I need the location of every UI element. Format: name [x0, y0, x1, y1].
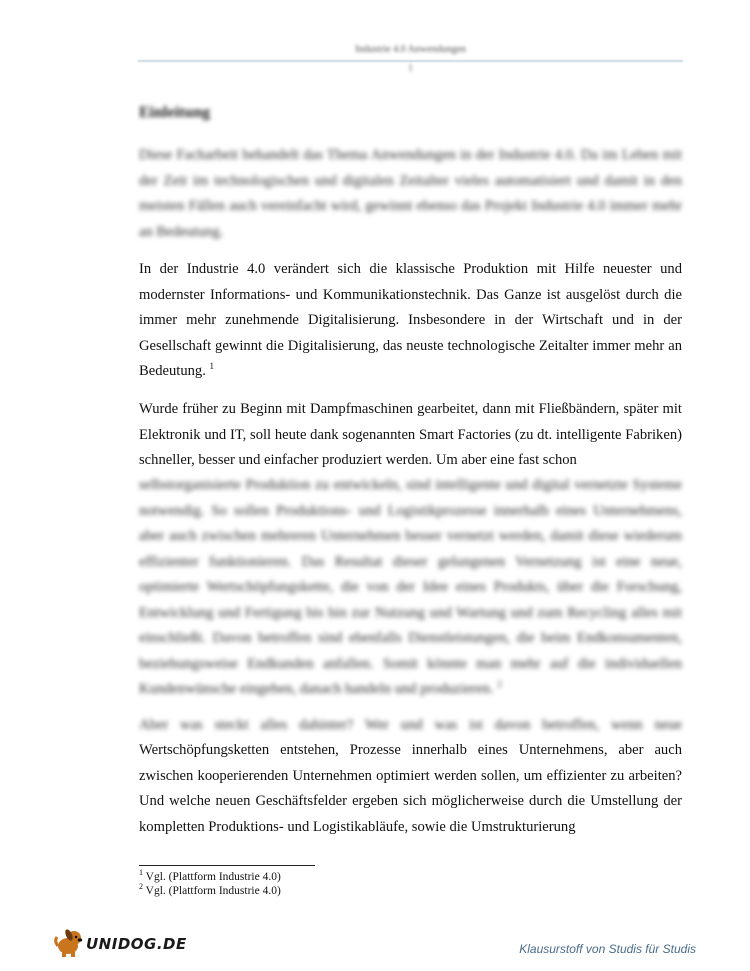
paragraph-questions: Wertschöpfungsketten entstehen, Prozesse innerhalb eines Unternehmens, aber auch zwischen kooperierenden Unternehmen optimiert werden sollen, um effizienter zu arbeiten? Und welche neuen Geschäftsfelder ergeben sich möglicherweise durch die Umstellung der kompletten Produktions- und Logistikabläufe, sowie die Umstrukturierung: [139, 742, 682, 835]
unidog-logo[interactable]: [52, 928, 187, 958]
paragraph-intro-blurred: Diese Facharbeit behandelt das Thema Anwendungen in der Industrie 4.0. Da im Leben mit der Zeit im technologischen und digitalen Zeitalter vieles automatisiert und damit in den meisten Fällen auch vereinfacht wird, gewinnt ebenso das Projekt Industrie 4.0 immer mehr an Bedeutung.: [139, 147, 682, 240]
footnotes: [139, 870, 281, 898]
paragraph-question-blurred-line: Aber was steckt alles dahinter? Wer und was ist davon betroffen, wenn neue: [139, 717, 682, 733]
footnote-item: [139, 870, 281, 884]
footnote-number: 1: [139, 868, 143, 878]
paragraph-wertschoepfung-blurred: [139, 473, 682, 703]
footnote-text: Vgl. (Plattform Industrie 4.0): [145, 871, 281, 883]
logo-wordmark: UNIDOG.DE: [86, 935, 187, 953]
header-divider: [138, 60, 683, 62]
footnote-text: Vgl. (Plattform Industrie 4.0): [145, 885, 281, 897]
paragraph-text: selbstorganisierte Produktion zu entwickeln, sind intelligente und digital vernetzte Systeme notwendig. So sollen Produktions- und Logistikprozesse innerhalb eines Unternehmens, aber auch zwischen mehreren Unternehmen besser vernetzt werden, damit diese wiederum effizienter funktionieren. Das Resultat dieser gelungenen Vernetzung ist eine neue, optimierte Wertschöpfungskette, die von der Idee eines Produkts, über die Forschung, Entwicklung und Fertigung bis hin zur Nutzung und Wartung und zum Recycling alles mit einschließt. Davon betroffen sind ebenfalls Dienstleistungen, die beim Endkonsumenten, beziehungsweise Endkunden anfallen. Somit könnte man mehr auf die individuellen Kundenwünsche eingehen, danach handeln und produzieren.: [139, 477, 682, 697]
footnote-item: [139, 884, 281, 898]
section-heading: Einleitung: [139, 104, 211, 121]
footnote-number: 2: [139, 882, 143, 892]
running-header: Industrie 4.0 Anwendungen: [355, 44, 466, 55]
page-number: 1: [408, 63, 413, 74]
paragraph-text: In der Industrie 4.0 verändert sich die klassische Produktion mit Hilfe neuester und modernster Informations- und Kommunikationstechnik. Das Ganze ist ausgelöst durch die immer mehr zunehmende Digitalisierung. Insbesondere in der Wirtschaft und in der Gesellschaft gewinnt die Digitalisierung, das neuste technologische Zeitalter immer mehr an Bedeutung.: [139, 261, 682, 379]
footnote-divider: [139, 865, 315, 866]
paragraph-industrie-digitalisierung: [139, 257, 682, 385]
footnote-reference: 1: [209, 361, 215, 372]
paragraph-smart-factories: Wurde früher zu Beginn mit Dampfmaschinen gearbeitet, dann mit Fließbändern, später mit Elektronik und IT, soll heute dank sogenannten Smart Factories (zu dt. intelligente Fabriken) schneller, besser und einfacher produziert werden. Um aber eine fast schon: [139, 401, 682, 468]
footnote-reference: 2: [497, 679, 502, 690]
footer-tagline: Klausurstoff von Studis für Studis: [519, 942, 696, 956]
